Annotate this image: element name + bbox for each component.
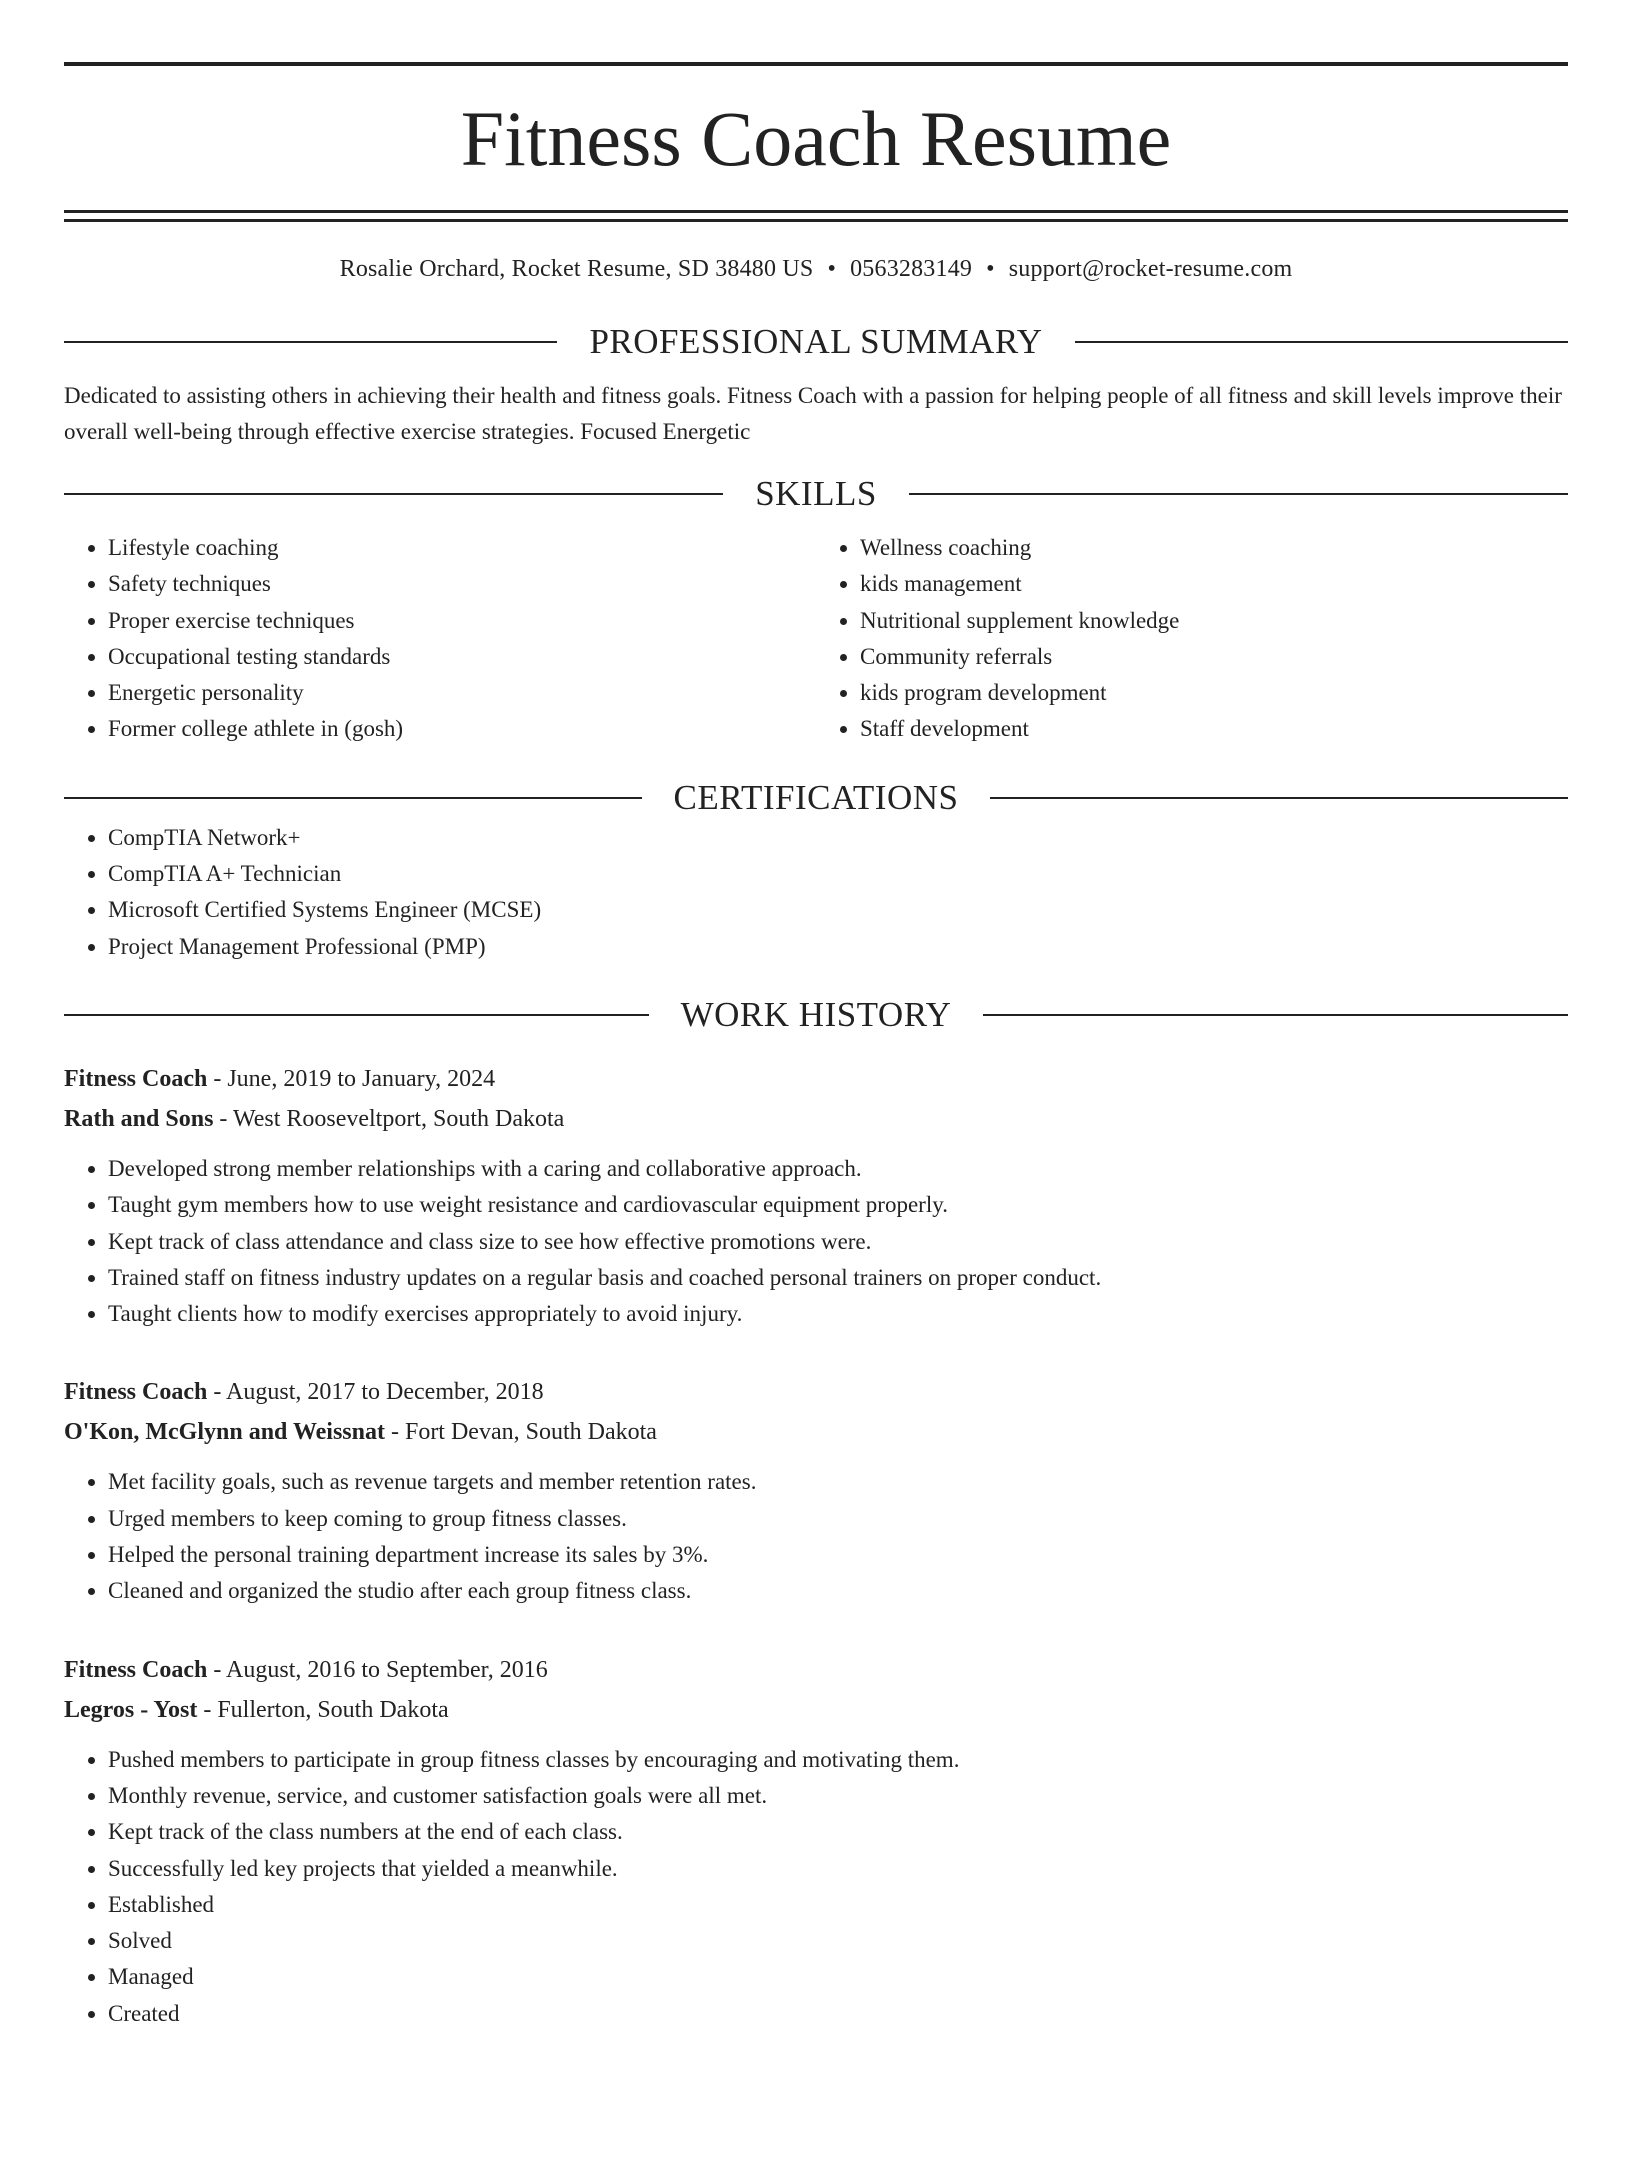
job-entry bbox=[64, 1059, 1568, 1332]
certification-item: • CompTIA Network+ bbox=[108, 820, 1568, 856]
certification-item: • Microsoft Certified Systems Engineer (MCSE) bbox=[108, 892, 1568, 928]
job-bullet: • Established bbox=[108, 1887, 1568, 1923]
certifications-list bbox=[64, 820, 1568, 965]
job-dates: August, 2017 to December, 2018 bbox=[226, 1379, 544, 1406]
section-heading-summary bbox=[64, 320, 1568, 364]
job-title: Fitness Coach bbox=[64, 1065, 208, 1092]
job-bullet: • Kept track of class attendance and class size to see how effective promotions were. bbox=[108, 1224, 1568, 1260]
section-heading-certifications bbox=[64, 776, 1568, 820]
contact-phone: 0563283149 bbox=[850, 256, 973, 282]
certification-item: • CompTIA A+ Technician bbox=[108, 856, 1568, 892]
contact-separator: • bbox=[986, 256, 995, 282]
skill-item: • Proper exercise techniques bbox=[108, 603, 816, 639]
heading-rule bbox=[1075, 341, 1568, 343]
job-bullet: • Created bbox=[108, 1996, 1568, 2032]
job-bullet: • Developed strong member relationships with a caring and collaborative approach. bbox=[108, 1151, 1568, 1187]
resume-page bbox=[0, 62, 1632, 2174]
work-history-list bbox=[64, 1059, 1568, 2032]
job-bullet: • Helped the personal training department increase its sales by 3%. bbox=[108, 1537, 1568, 1573]
heading-rule bbox=[64, 341, 557, 343]
skill-item: • Staff development bbox=[860, 711, 1568, 747]
job-bullets bbox=[64, 1151, 1568, 1332]
job-dates-separator: - bbox=[207, 1656, 227, 1683]
job-bullet: • Successfully led key projects that yielded a meanwhile. bbox=[108, 1851, 1568, 1887]
job-company-line bbox=[64, 1099, 1568, 1139]
job-bullet: • Managed bbox=[108, 1959, 1568, 1995]
job-entry bbox=[64, 1650, 1568, 2032]
job-location: Fullerton, South Dakota bbox=[217, 1696, 449, 1723]
section-heading-skills bbox=[64, 472, 1568, 516]
heading-rule bbox=[64, 797, 642, 799]
heading-rule bbox=[990, 797, 1568, 799]
job-title-line bbox=[64, 1650, 1568, 1690]
skill-item: • Occupational testing standards bbox=[108, 639, 816, 675]
job-company: Legros - Yost bbox=[64, 1696, 198, 1723]
job-title-line bbox=[64, 1059, 1568, 1099]
skill-item: • Community referrals bbox=[860, 639, 1568, 675]
contact-separator: • bbox=[827, 256, 837, 282]
job-bullet: • Solved bbox=[108, 1923, 1568, 1959]
job-company: O'Kon, McGlynn and Weissnat bbox=[64, 1419, 385, 1446]
job-bullet: • Pushed members to participate in group fitness classes by encouraging and motivating them. bbox=[108, 1742, 1568, 1778]
job-bullet: • Taught gym members how to use weight resistance and cardiovascular equipment properly. bbox=[108, 1187, 1568, 1223]
certification-item: • Project Management Professional (PMP) bbox=[108, 929, 1568, 965]
job-bullet: • Trained staff on fitness industry updates on a regular basis and coached personal trainers on proper conduct. bbox=[108, 1260, 1568, 1296]
skills-column-left bbox=[64, 530, 816, 748]
job-company-line bbox=[64, 1690, 1568, 1730]
contact-email: support@rocket-resume.com bbox=[1008, 256, 1293, 282]
page-title: Fitness Coach Resume bbox=[460, 95, 1172, 182]
section-title: PROFESSIONAL SUMMARY bbox=[589, 322, 1043, 361]
job-location-separator: - bbox=[197, 1696, 218, 1723]
job-location: West Rooseveltport, South Dakota bbox=[232, 1105, 565, 1132]
job-bullet: • Kept track of the class numbers at the end of each class. bbox=[108, 1814, 1568, 1850]
contact-line bbox=[64, 256, 1568, 286]
job-dates: August, 2016 to September, 2016 bbox=[226, 1656, 548, 1683]
heading-rule bbox=[909, 493, 1568, 495]
skills-list bbox=[64, 530, 1568, 748]
job-location-separator: - bbox=[213, 1105, 233, 1132]
job-dates-separator: - bbox=[207, 1065, 228, 1092]
skills-column-right bbox=[816, 530, 1568, 748]
job-entry bbox=[64, 1372, 1568, 1609]
section-title: SKILLS bbox=[755, 474, 877, 513]
job-bullet: • Taught clients how to modify exercises appropriately to avoid injury. bbox=[108, 1296, 1568, 1332]
skill-item: • kids program development bbox=[860, 675, 1568, 711]
job-bullet: • Met facility goals, such as revenue targets and member retention rates. bbox=[108, 1464, 1568, 1500]
job-title: Fitness Coach bbox=[64, 1379, 208, 1406]
summary-text: Dedicated to assisting others in achieving their health and fitness goals. Fitness Coach with a passion for helping people of all fitness and skill levels improve their overall well-being through effective exercise strategies. Focused Energetic bbox=[64, 383, 1562, 444]
section-title: WORK HISTORY bbox=[680, 994, 952, 1034]
job-location: Fort Devan, South Dakota bbox=[404, 1419, 657, 1446]
section-title: CERTIFICATIONS bbox=[673, 777, 959, 817]
skill-item: • kids management bbox=[860, 566, 1568, 602]
skill-item: • Energetic personality bbox=[108, 675, 816, 711]
job-company: Rath and Sons bbox=[64, 1105, 214, 1132]
job-title-line bbox=[64, 1372, 1568, 1412]
job-bullet: • Urged members to keep coming to group fitness classes. bbox=[108, 1501, 1568, 1537]
skill-item: • Safety techniques bbox=[108, 566, 816, 602]
section-heading-work-history bbox=[64, 993, 1568, 1037]
job-location-separator: - bbox=[384, 1419, 405, 1446]
job-bullets bbox=[64, 1742, 1568, 2032]
skill-item: • Lifestyle coaching bbox=[108, 530, 816, 566]
skill-item: • Wellness coaching bbox=[860, 530, 1568, 566]
job-dates-separator: - bbox=[207, 1379, 227, 1406]
job-company-line bbox=[64, 1412, 1568, 1452]
job-title: Fitness Coach bbox=[64, 1656, 208, 1683]
heading-rule bbox=[983, 1014, 1568, 1016]
skill-item: • Former college athlete in (gosh) bbox=[108, 711, 816, 747]
top-rule bbox=[64, 62, 1568, 66]
job-bullet: • Monthly revenue, service, and customer satisfaction goals were all met. bbox=[108, 1778, 1568, 1814]
contact-address: Rosalie Orchard, Rocket Resume, SD 38480 US bbox=[339, 256, 814, 282]
job-bullets bbox=[64, 1464, 1568, 1609]
title-double-rule bbox=[64, 210, 1568, 222]
heading-rule bbox=[64, 493, 723, 495]
skill-item: • Nutritional supplement knowledge bbox=[860, 603, 1568, 639]
job-dates: June, 2019 to January, 2024 bbox=[227, 1065, 496, 1092]
heading-rule bbox=[64, 1014, 649, 1016]
job-bullet: • Cleaned and organized the studio after each group fitness class. bbox=[108, 1573, 1568, 1609]
